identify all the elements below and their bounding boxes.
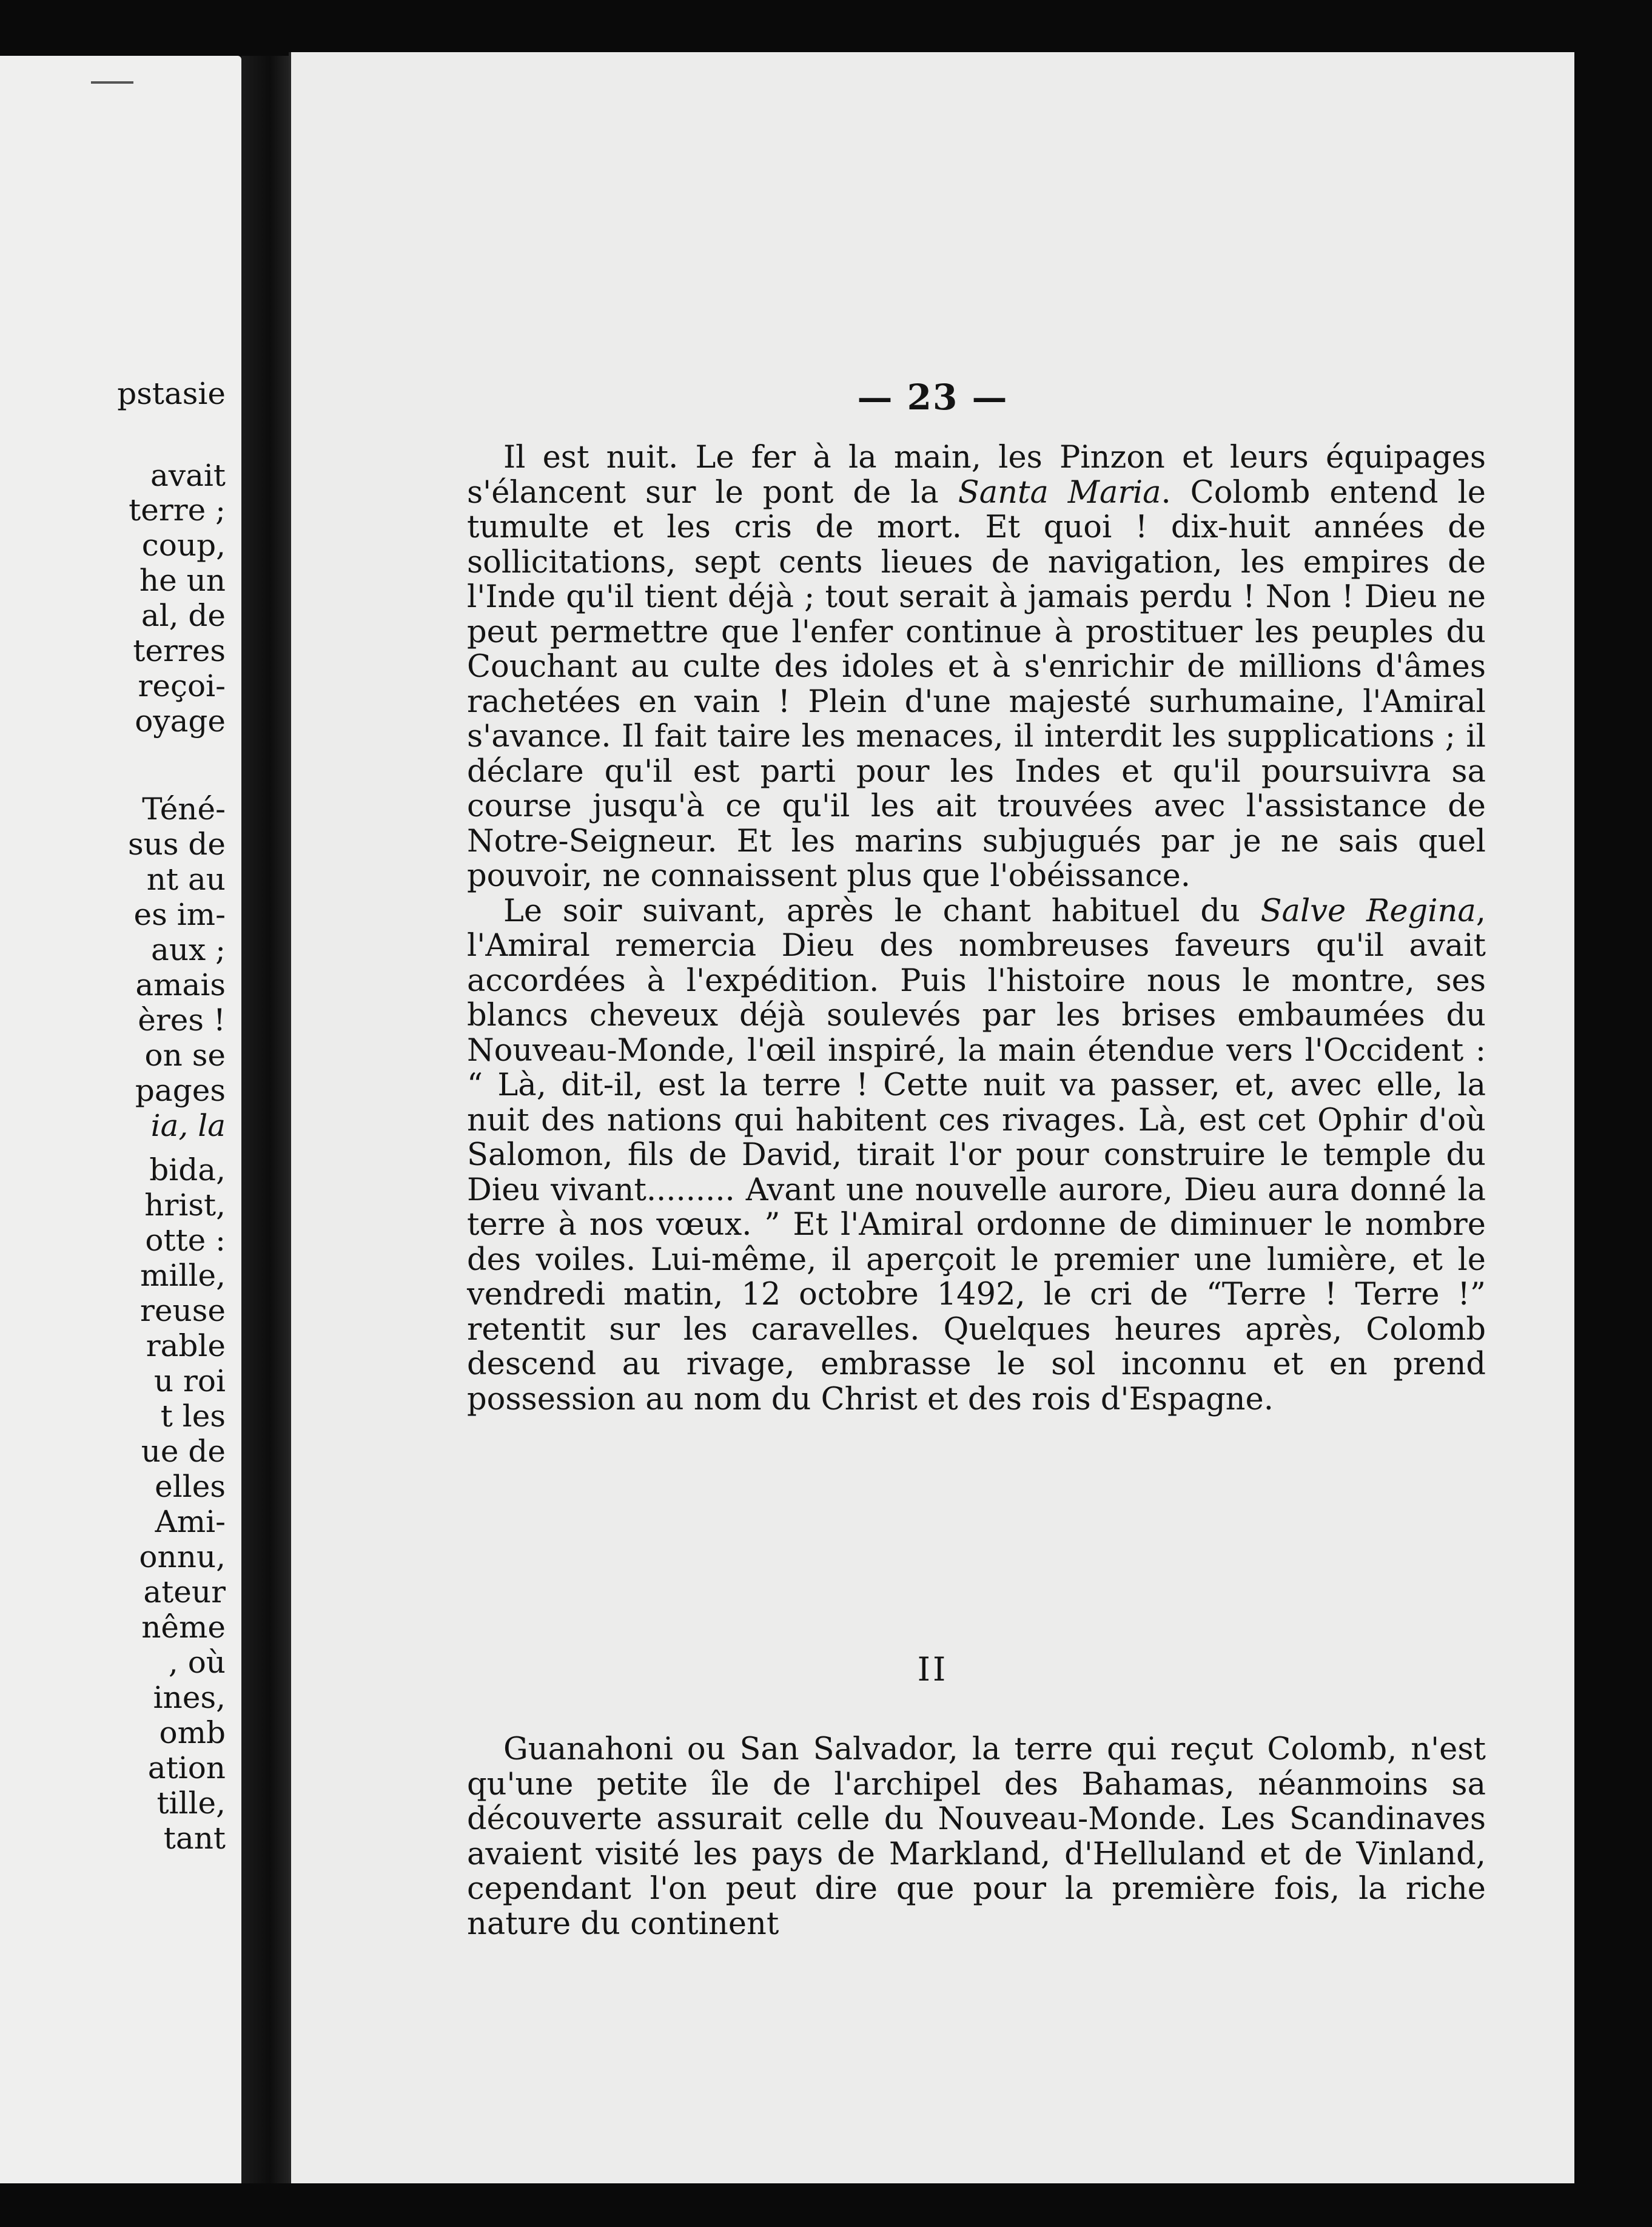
section-text [467, 1732, 1486, 1941]
right-page [289, 52, 1574, 2189]
left-page-line-fragment: ines, [153, 1680, 226, 1715]
left-page-line-fragment: al, de [141, 598, 226, 633]
left-page-line-fragment: Téné- [142, 791, 226, 827]
left-page-line-fragment: reçoi- [138, 668, 226, 704]
left-page-line-fragment: otte : [145, 1223, 226, 1258]
left-page-line-fragment: , où [168, 1645, 226, 1680]
left-page-line-fragment: amais [135, 967, 226, 1003]
paragraph-3: Guanahoni ou San Salvador, la terre qui reçut Colomb, n'est qu'une petite île de l'archipel des Bahamas, néanmoins sa découverte assurait celle du Nouveau-Monde. Les Scandinaves avaient visité les pays de Markland, d'Helluland et de Vinland, cependant l'on peut dire que pour la première fois, la riche nature du continent [467, 1732, 1486, 1942]
left-page-line-fragment: aux ; [151, 932, 226, 967]
left-page-line-fragment: onnu, [139, 1539, 226, 1574]
left-page-line-fragment: oyage [135, 704, 226, 739]
left-page-line-fragment: he un [139, 563, 226, 598]
left-page-dash [91, 81, 133, 84]
left-page-line-fragment: pages [135, 1073, 226, 1108]
left-page-line-fragment: es im- [133, 897, 226, 932]
left-page-line-fragment: ères ! [138, 1003, 226, 1038]
left-page-line-fragment: terre ; [129, 492, 226, 528]
left-page-line-fragment: sus de [127, 827, 226, 862]
left-page-line-fragment: u roi [153, 1363, 226, 1399]
left-page-line-fragment: elles [155, 1469, 226, 1504]
left-page-line-fragment: tille, [156, 1785, 226, 1821]
paragraph-2: Le soir suivant, après le chant habituel du Salve Regina, l'Amiral remercia Dieu des nombreuses faveurs qu'il avait accordées à l'expédition. Puis l'histoire nous le montre, ses blancs cheveux déjà soulevés par les brises embaumées du Nouveau-Monde, l'œil inspiré, la main étendue vers l'Occident : “ Là, dit-il, est la terre ! Cette nuit va passer, et, avec elle, la nuit des nations qui habitent ces rivages. Là, est cet Ophir d'où Salomon, fils de David, tirait l'or pour construire le temple du Dieu vivant......... Avant une nouvelle aurore, Dieu aura donné la terre à nos vœux. ” Et l'Amiral ordonne de diminuer le nombre des voiles. Lui-même, il aperçoit le premier une lumière, et le vendredi matin, 12 octobre 1492, le cri de “Terre ! Terre !” retentit sur les caravelles. Quelques heures après, Colomb descend au rivage, embrasse le sol inconnu et en prend possession au nom du Christ et des rois d'Espagne. [467, 893, 1486, 1417]
left-page-line-fragment: coup, [141, 528, 226, 563]
left-page-line-fragment: hrist, [144, 1187, 226, 1223]
left-page-line-fragment: t les [160, 1399, 226, 1434]
main-text [467, 440, 1486, 1417]
left-page-line-fragment: rable [146, 1328, 226, 1363]
left-page-fragment [0, 56, 241, 2183]
left-page-line-fragment: nt au [146, 862, 226, 897]
section-heading: II [917, 1650, 949, 1688]
left-page-line-fragment: ateur [143, 1574, 226, 1610]
paragraph-1: Il est nuit. Le fer à la main, les Pinzon et leurs équipages s'élancent sur le pont de la Santa Maria. Colomb entend le tumulte et les cris de mort. Et quoi ! dix-huit années de sollicitations, sept cents lieues de navigation, les empires de l'Inde qu'il tient déjà ; tout serait à jamais perdu ! Non ! Dieu ne peut permettre que l'enfer continue à prostituer les peuples du Couchant au culte des idoles et à s'enrichir de millions d'âmes rachetées en vain ! Plein d'une majesté surhumaine, l'Amiral s'avance. Il fait taire les menaces, il interdit les supplications ; il déclare qu'il est parti pour les Indes et qu'il poursuivra sa course jusqu'à ce qu'il les ait trouvées avec l'assistance de Notre-Seigneur. Et les marins subjugués par je ne sais quel pouvoir, ne connaissent plus que l'obéissance. [467, 440, 1486, 894]
left-page-line-fragment: pstasie [117, 376, 226, 411]
page-number: — 23 — [857, 377, 1009, 418]
left-page-line-fragment: avait [150, 458, 226, 493]
left-page-line-fragment: ation [147, 1750, 226, 1785]
left-page-line-fragment: terres [133, 633, 226, 668]
left-page-line-fragment: on se [144, 1038, 226, 1073]
left-page-line-fragment: nême [141, 1610, 226, 1645]
left-page-line-fragment: tant [163, 1821, 226, 1856]
left-page-line-fragment: Ami- [155, 1504, 226, 1539]
book-gutter [241, 56, 289, 2183]
left-page-line-fragment: reuse [140, 1293, 226, 1328]
left-page-line-fragment: bida, [149, 1152, 226, 1187]
left-page-line-fragment: ue de [141, 1434, 226, 1469]
scan-border [0, 2183, 1652, 2227]
left-page-line-fragment: ia, la [150, 1108, 226, 1143]
left-page-line-fragment: mille, [140, 1258, 226, 1293]
left-page-line-fragment: omb [159, 1715, 226, 1750]
